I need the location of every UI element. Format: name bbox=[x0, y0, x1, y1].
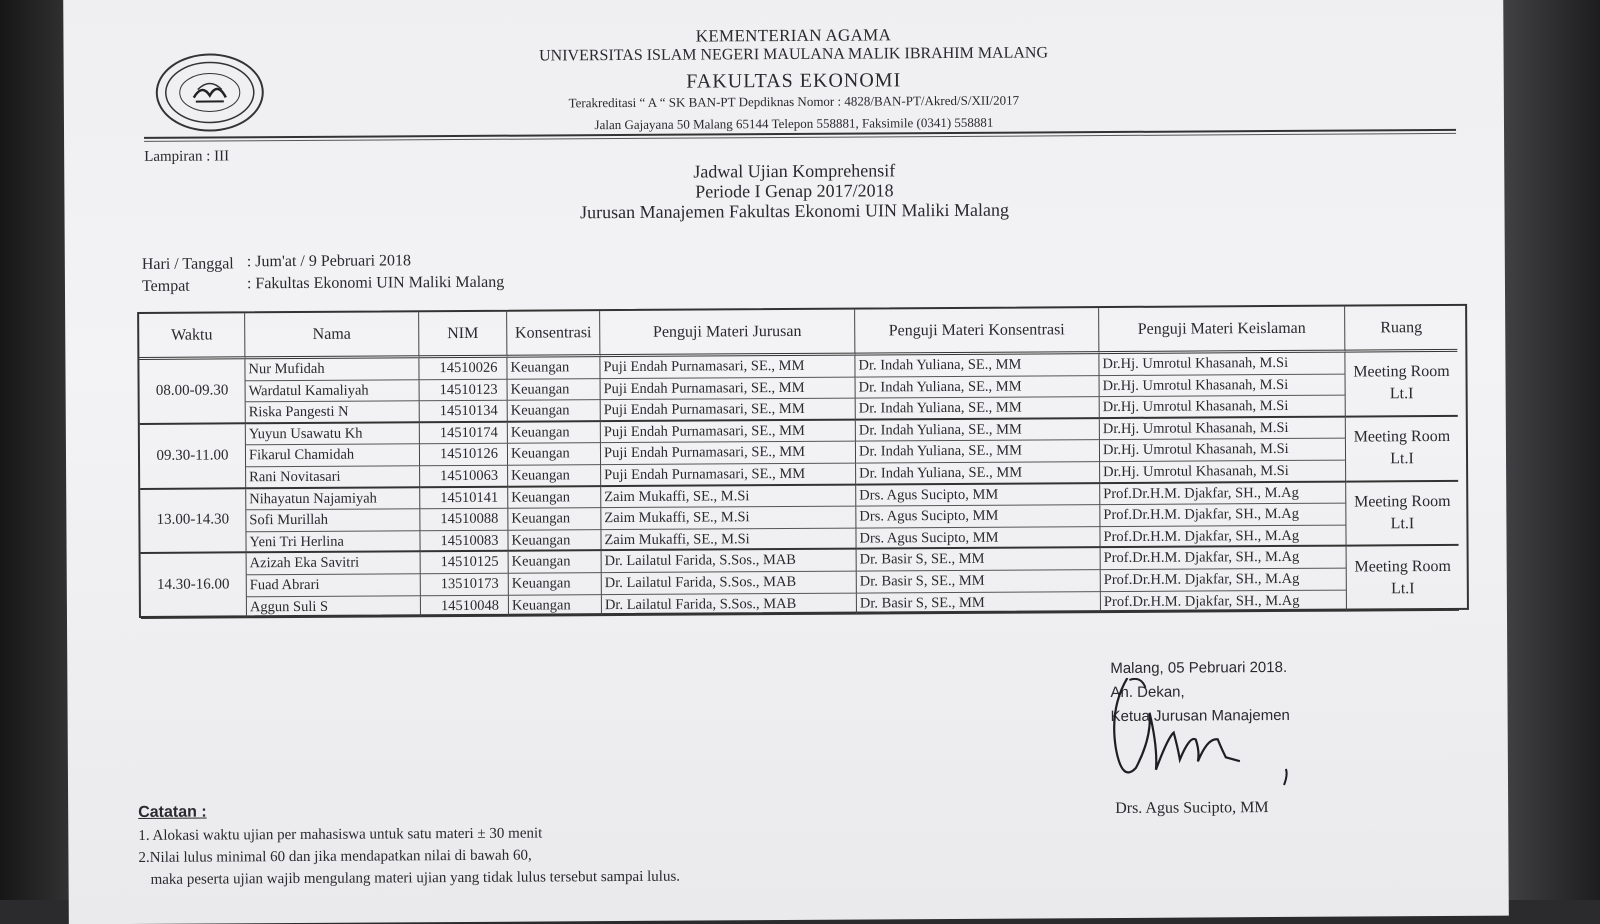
nim-cell: 14510063 bbox=[420, 466, 508, 488]
signature-role: Ketua Jurusan Manajemen bbox=[1110, 706, 1290, 726]
letterhead-ministry: KEMENTERIAN AGAMA bbox=[695, 25, 892, 46]
nim-cell: 14510126 bbox=[420, 444, 508, 466]
nama-cell: Nihayatun Najamiyah bbox=[246, 488, 420, 511]
penguji-konsentrasi-cell: Dr. Basir S, SE., MM bbox=[857, 592, 1101, 615]
header-waktu: Waktu bbox=[139, 313, 245, 360]
document-title: Jadwal Ujian Komprehensif bbox=[693, 160, 896, 182]
penguji-konsentrasi-cell: Drs. Agus Sucipto, MM bbox=[856, 505, 1100, 528]
nim-cell: 14510123 bbox=[420, 379, 508, 401]
penguji-jurusan-cell: Puji Endah Purnamasari, SE., MM bbox=[601, 420, 856, 443]
nim-cell: 14510125 bbox=[421, 552, 509, 574]
penguji-jurusan-cell: Zaim Mukaffi, SE., M.Si bbox=[601, 507, 856, 530]
penguji-konsentrasi-cell: Dr. Indah Yuliana, SE., MM bbox=[856, 440, 1100, 463]
nim-cell: 14510083 bbox=[420, 530, 508, 552]
nama-cell: Riska Pangesti N bbox=[246, 401, 420, 424]
penguji-jurusan-cell: Puji Endah Purnamasari, SE., MM bbox=[601, 399, 856, 422]
header-nama: Nama bbox=[245, 312, 419, 359]
konsentrasi-cell: Keuangan bbox=[508, 444, 601, 466]
konsentrasi-cell: Keuangan bbox=[509, 595, 602, 617]
university-seal-icon bbox=[156, 53, 264, 132]
konsentrasi-cell: Keuangan bbox=[508, 422, 601, 444]
day-date-value: : Jum'at / 9 Pebruari 2018 bbox=[246, 252, 412, 271]
konsentrasi-cell: Keuangan bbox=[508, 379, 601, 401]
nama-cell: Fuad Abrari bbox=[247, 574, 421, 597]
nim-cell: 14510026 bbox=[419, 358, 507, 380]
penguji-konsentrasi-cell: Dr. Indah Yuliana, SE., MM bbox=[855, 354, 1099, 377]
penguji-konsentrasi-cell: Drs. Agus Sucipto, MM bbox=[856, 484, 1100, 507]
penguji-keislaman-cell: Prof.Dr.H.M. Djakfar, SH., M.Ag bbox=[1101, 569, 1347, 592]
nama-cell: Rani Novitasari bbox=[246, 466, 420, 489]
konsentrasi-cell: Keuangan bbox=[508, 508, 601, 530]
penguji-konsentrasi-cell: Dr. Indah Yuliana, SE., MM bbox=[856, 419, 1100, 442]
penguji-jurusan-cell: Zaim Mukaffi, SE., M.Si bbox=[601, 485, 856, 508]
exam-schedule-table bbox=[137, 304, 1469, 618]
signature-on-behalf: An. Dekan, bbox=[1110, 683, 1185, 702]
notes-heading: Catatan : bbox=[138, 803, 207, 821]
header-penguji-jurusan: Penguji Materi Jurusan bbox=[600, 310, 855, 358]
day-date-label: Hari / Tanggal bbox=[141, 255, 234, 273]
penguji-keislaman-cell: Prof.Dr.H.M. Djakfar, SH., M.Ag bbox=[1100, 504, 1346, 527]
penguji-keislaman-cell: Dr.Hj. Umrotul Khasanah, M.Si bbox=[1100, 417, 1346, 440]
nim-cell: 14510134 bbox=[420, 401, 508, 423]
room-cell: Meeting Room Lt.I bbox=[1345, 352, 1457, 417]
konsentrasi-cell: Keuangan bbox=[508, 465, 601, 487]
penguji-konsentrasi-cell: Dr. Indah Yuliana, SE., MM bbox=[856, 462, 1100, 485]
penguji-jurusan-cell: Puji Endah Purnamasari, SE., MM bbox=[601, 377, 856, 400]
penguji-jurusan-cell: Dr. Lailatul Farida, S.Sos., MAB bbox=[602, 550, 857, 573]
penguji-keislaman-cell: Dr.Hj. Umrotul Khasanah, M.Si bbox=[1100, 439, 1346, 462]
penguji-keislaman-cell: Prof.Dr.H.M. Djakfar, SH., M.Ag bbox=[1100, 482, 1346, 505]
nama-cell: Nur Mufidah bbox=[245, 358, 419, 381]
konsentrasi-cell: Keuangan bbox=[509, 573, 602, 595]
penguji-jurusan-cell: Dr. Lailatul Farida, S.Sos., MAB bbox=[602, 572, 857, 595]
letterhead-address: Jalan Gajayana 50 Malang 65144 Telepon 558881, Faksimile (0341) 558881 bbox=[594, 114, 994, 133]
penguji-konsentrasi-cell: Dr. Basir S, SE., MM bbox=[857, 548, 1101, 571]
penguji-keislaman-cell: Prof.Dr.H.M. Djakfar, SH., M.Ag bbox=[1101, 547, 1347, 570]
nama-cell: Aggun Suli S bbox=[247, 596, 421, 619]
nim-cell: 13510173 bbox=[421, 574, 509, 596]
signature-place-date: Malang, 05 Pebruari 2018. bbox=[1110, 658, 1288, 678]
penguji-keislaman-cell: Dr.Hj. Umrotul Khasanah, M.Si bbox=[1099, 353, 1345, 376]
header-konsentrasi: Konsentrasi bbox=[507, 311, 600, 358]
time-slot-cell: 13.00-14.30 bbox=[140, 489, 246, 554]
nim-cell: 14510088 bbox=[420, 509, 508, 531]
nama-cell: Wardatul Kamaliyah bbox=[246, 380, 420, 403]
place-label: Tempat bbox=[141, 277, 190, 295]
document-department: Jurusan Manajemen Fakultas Ekonomi UIN Maliki Malang bbox=[579, 199, 1010, 223]
penguji-keislaman-cell: Dr.Hj. Umrotul Khasanah, M.Si bbox=[1100, 461, 1346, 484]
handwritten-signature bbox=[1105, 677, 1296, 798]
attachment-label: Lampiran : III bbox=[144, 148, 230, 165]
penguji-jurusan-cell: Dr. Lailatul Farida, S.Sos., MAB bbox=[602, 593, 857, 616]
time-slot-cell: 08.00-09.30 bbox=[139, 359, 245, 424]
letterhead-university: UNIVERSITAS ISLAM NEGERI MAULANA MALIK IBRAHIM MALANG bbox=[539, 44, 1049, 65]
time-slot-cell: 09.30-11.00 bbox=[140, 424, 246, 489]
penguji-keislaman-cell: Prof.Dr.H.M. Djakfar, SH., M.Ag bbox=[1100, 525, 1346, 548]
note-line-1: 1. Alokasi waktu ujian per mahasiswa untuk satu materi ± 30 menit bbox=[138, 825, 543, 844]
header-ruang: Ruang bbox=[1345, 306, 1457, 353]
penguji-konsentrasi-cell: Dr. Indah Yuliana, SE., MM bbox=[856, 397, 1100, 420]
header-nim: NIM bbox=[419, 312, 507, 359]
konsentrasi-cell: Keuangan bbox=[507, 357, 600, 379]
nim-cell: 14510141 bbox=[420, 487, 508, 509]
header-penguji-keislaman: Penguji Materi Keislaman bbox=[1099, 307, 1345, 355]
room-cell: Meeting Room Lt.I bbox=[1347, 546, 1459, 611]
letterhead-faculty: FAKULTAS EKONOMI bbox=[686, 69, 902, 93]
penguji-keislaman-cell: Dr.Hj. Umrotul Khasanah, M.Si bbox=[1100, 396, 1346, 419]
penguji-keislaman-cell: Prof.Dr.H.M. Djakfar, SH., M.Ag bbox=[1101, 590, 1347, 613]
nama-cell: Yuyun Usawatu Kh bbox=[246, 423, 420, 446]
nim-cell: 14510174 bbox=[420, 422, 508, 444]
penguji-jurusan-cell: Puji Endah Purnamasari, SE., MM bbox=[600, 356, 855, 379]
note-line-3: maka peserta ujian wajib mengulang materi ujian yang tidak lulus tersebut sampai lulus. bbox=[150, 868, 681, 888]
header-penguji-konsentrasi: Penguji Materi Konsentrasi bbox=[855, 308, 1099, 355]
place-value: : Fakultas Ekonomi UIN Maliki Malang bbox=[246, 273, 505, 293]
konsentrasi-cell: Keuangan bbox=[508, 530, 601, 552]
nama-cell: Sofi Murillah bbox=[246, 509, 420, 532]
document-period: Periode I Genap 2017/2018 bbox=[695, 180, 894, 202]
penguji-konsentrasi-cell: Dr. Basir S, SE., MM bbox=[857, 570, 1101, 593]
penguji-keislaman-cell: Dr.Hj. Umrotul Khasanah, M.Si bbox=[1100, 374, 1346, 397]
nama-cell: Yeni Tri Herlina bbox=[246, 531, 420, 554]
room-cell: Meeting Room Lt.I bbox=[1346, 417, 1458, 482]
document-page bbox=[63, 0, 1509, 924]
penguji-konsentrasi-cell: Dr. Indah Yuliana, SE., MM bbox=[856, 376, 1100, 399]
penguji-jurusan-cell: Puji Endah Purnamasari, SE., MM bbox=[601, 464, 856, 487]
nama-cell: Azizah Eka Savitri bbox=[247, 553, 421, 576]
konsentrasi-cell: Keuangan bbox=[509, 551, 602, 573]
room-cell: Meeting Room Lt.I bbox=[1346, 481, 1458, 546]
note-line-2: 2.Nilai lulus minimal 60 dan jika mendapatkan nilai di bawah 60, bbox=[138, 847, 532, 866]
penguji-konsentrasi-cell: Drs. Agus Sucipto, MM bbox=[856, 527, 1100, 550]
konsentrasi-cell: Keuangan bbox=[508, 400, 601, 422]
nama-cell: Fikarul Chamidah bbox=[246, 445, 420, 468]
nim-cell: 14510048 bbox=[421, 595, 509, 617]
penguji-jurusan-cell: Puji Endah Purnamasari, SE., MM bbox=[601, 442, 856, 465]
letterhead-accreditation: Terakreditasi “ A “ SK BAN-PT Depdiknas Nomor : 4828/BAN-PT/Akred/S/XII/2017 bbox=[568, 92, 1020, 111]
konsentrasi-cell: Keuangan bbox=[508, 487, 601, 509]
time-slot-cell: 14.30-16.00 bbox=[141, 554, 247, 619]
penguji-jurusan-cell: Zaim Mukaffi, SE., M.Si bbox=[601, 528, 856, 551]
signatory-name: Drs. Agus Sucipto, MM bbox=[1115, 799, 1269, 817]
